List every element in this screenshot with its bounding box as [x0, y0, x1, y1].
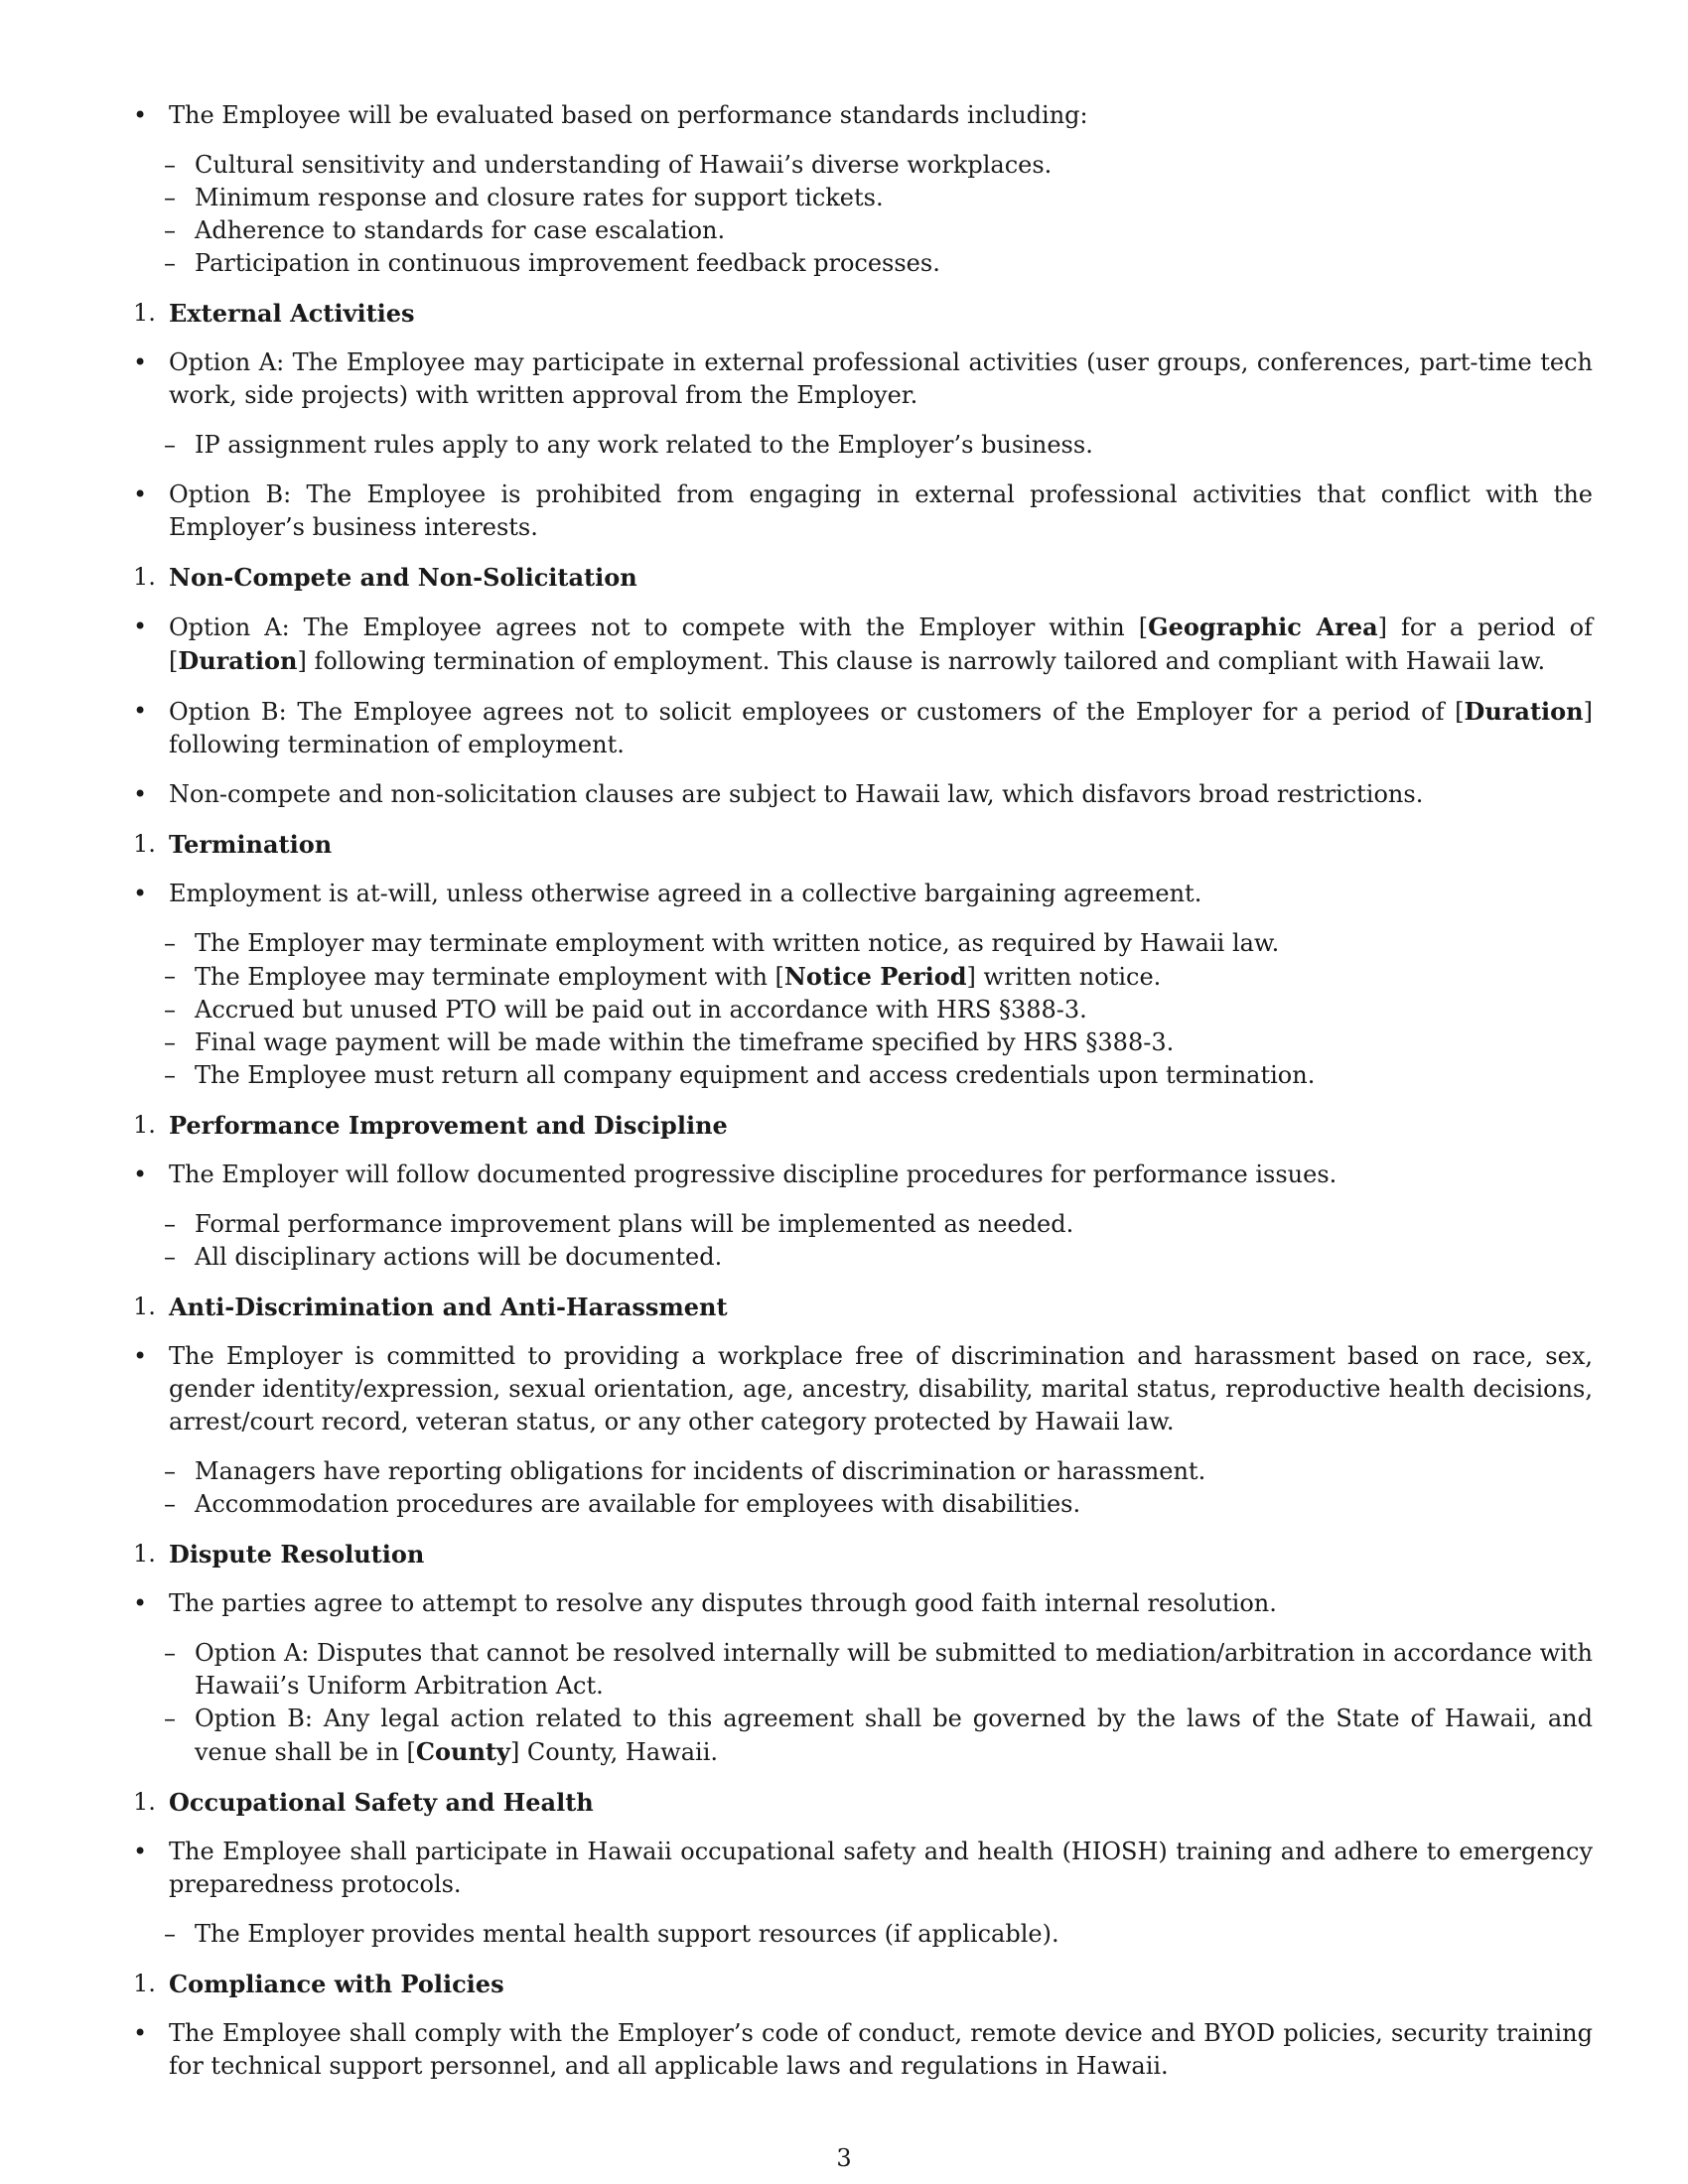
dash-mark: –: [164, 1920, 176, 1948]
sub-item: – Minimum response and closure rates for support tickets.: [133, 182, 1593, 214]
sublist-discipline: [133, 1208, 1593, 1274]
section-heading-safety: [133, 1786, 1593, 1819]
bullet-noncompete-option-b: • Option B: The Employee agrees not to solicit employees or customers of the Employer for a period of [Duration] following termination of employment.: [133, 697, 1593, 758]
sub-item: – The Employer provides mental health support resources (if applicable).: [133, 1918, 1593, 1951]
dash-mark: –: [164, 249, 176, 277]
sublist-termination: [133, 927, 1593, 1092]
sub-item: – IP assignment rules apply to any work related to the Employer’s business.: [133, 429, 1593, 462]
bullet-termination: • Employment is at-will, unless otherwise agreed in a collective bargaining agreement.: [133, 878, 1593, 910]
bullet-mark: •: [133, 1589, 148, 1617]
sub-item: – Participation in continuous improvement feedback processes.: [133, 247, 1593, 280]
placeholder-county: County: [415, 1737, 510, 1766]
sub-item: – The Employer may terminate employment with written notice, as required by Hawaii law.: [133, 927, 1593, 960]
section-title: Termination: [169, 830, 333, 859]
dash-mark: –: [164, 1490, 176, 1518]
dash-mark: –: [164, 996, 176, 1024]
page-number: 3: [836, 2144, 852, 2172]
section-heading-termination: [133, 828, 1593, 861]
bullet-mark: •: [133, 780, 148, 808]
bullet-mark: •: [133, 480, 148, 508]
section-number: 1.: [133, 1788, 156, 1816]
dash-mark: –: [164, 1639, 176, 1667]
section-number: 1.: [133, 299, 156, 327]
sublist-external: [133, 429, 1593, 462]
placeholder-notice-period: Notice Period: [783, 962, 967, 991]
section-title: Dispute Resolution: [169, 1540, 425, 1569]
section-heading-dispute-resolution: [133, 1538, 1593, 1570]
section-heading-external-activities: [133, 297, 1593, 330]
placeholder-geographic-area: Geographic Area: [1148, 613, 1378, 641]
bullet-external-option-b: • Option B: The Employee is prohibited from engaging in external professional activities that conflict with the Employer’s business interests.: [133, 480, 1593, 541]
dash-mark: –: [164, 184, 176, 211]
dash-mark: –: [164, 151, 176, 179]
bullet-text: The Employee will be evaluated based on performance standards including:: [169, 101, 1088, 129]
section-title: Compliance with Policies: [169, 1970, 504, 1998]
bullet-performance-standards: [133, 99, 1593, 132]
sub-item: – Formal performance improvement plans will be implemented as needed.: [133, 1208, 1593, 1241]
section-number: 1.: [133, 830, 156, 858]
section-title: Anti-Discrimination and Anti-Harassment: [169, 1293, 728, 1321]
sub-item: – Option A: Disputes that cannot be resolved internally will be submitted to mediation/arbitration in accordance with Hawaii’s Uniform Arbitration Act.: [164, 1639, 1593, 1700]
document-page: [133, 99, 1593, 2100]
dash-mark: –: [164, 1705, 176, 1732]
bullet-mark: •: [133, 880, 148, 907]
section-title: External Activities: [169, 299, 415, 328]
section-title: Performance Improvement and Discipline: [169, 1111, 728, 1140]
bullet-mark: •: [133, 1838, 148, 1865]
bullet-discipline: • The Employer will follow documented progressive discipline procedures for performance issues.: [133, 1159, 1593, 1191]
section-heading-anti-discrimination: [133, 1291, 1593, 1323]
placeholder-duration: Duration: [178, 646, 298, 675]
sub-item: – Accrued but unused PTO will be paid out in accordance with HRS §388-3.: [133, 994, 1593, 1026]
dash-mark: –: [164, 1210, 176, 1238]
bullet-mark: •: [133, 1160, 148, 1188]
sublist-safety: [133, 1918, 1593, 1951]
bullet-mark: •: [133, 348, 148, 376]
dash-mark: –: [164, 1457, 176, 1485]
section-title: Occupational Safety and Health: [169, 1788, 594, 1817]
bullet-anti-discrimination: • The Employer is committed to providing a workplace free of discrimination and harassment based on race, sex, gender identity/expression, sexual orientation, age, ancestry, disability, marital status, reproductive health decisions, arrest/court record, veteran status, or any other category protected by Hawaii law.: [133, 1342, 1593, 1435]
dash-mark: –: [164, 1243, 176, 1271]
sub-item: – Final wage payment will be made within the timeframe specified by HRS §388-3.: [133, 1026, 1593, 1059]
bullet-noncompete-note: • Non-compete and non-solicitation clauses are subject to Hawaii law, which disfavors broad restrictions.: [133, 778, 1593, 811]
bullet-safety: • The Employee shall participate in Hawaii occupational safety and health (HIOSH) training and adhere to emergency preparedness protocols.: [133, 1838, 1593, 1898]
sublist-dispute: [133, 1637, 1593, 1769]
section-title: Non-Compete and Non-Solicitation: [169, 563, 637, 592]
section-heading-performance-improvement: [133, 1109, 1593, 1142]
section-heading-non-compete: [133, 561, 1593, 594]
section-number: 1.: [133, 1970, 156, 1997]
sub-item: – The Employee may terminate employment with [Notice Period] written notice.: [164, 962, 1162, 991]
sub-item: – Accommodation procedures are available for employees with disabilities.: [133, 1488, 1593, 1521]
bullet-mark: •: [133, 1342, 148, 1370]
bullet-mark: •: [133, 613, 148, 640]
bullet-noncompete-option-a: • Option A: The Employee agrees not to compete with the Employer within [Geographic Area] for a period of [Duration] following termination of employment. This clause is narrowly tailored and compliant with Hawaii law.: [133, 613, 1593, 675]
sub-item: – The Employee must return all company equipment and access credentials upon termination.: [133, 1059, 1593, 1092]
sublist-anti-discrimination: [133, 1455, 1593, 1521]
bullet-mark: •: [133, 697, 148, 725]
bullet-external-option-a: • Option A: The Employee may participate in external professional activities (user groups, conferences, part-time tech work, side projects) with written approval from the Employer.: [133, 348, 1593, 409]
bullet-dispute: • The parties agree to attempt to resolve any disputes through good faith internal resolution.: [133, 1587, 1593, 1620]
section-number: 1.: [133, 1111, 156, 1139]
dash-mark: –: [164, 216, 176, 244]
sub-item: – Adherence to standards for case escalation.: [133, 214, 1593, 247]
section-number: 1.: [133, 1540, 156, 1568]
sub-item: – Managers have reporting obligations for incidents of discrimination or harassment.: [133, 1455, 1593, 1488]
sub-item: – Cultural sensitivity and understanding of Hawaii’s diverse workplaces.: [133, 149, 1593, 182]
bullet-mark: •: [133, 101, 148, 129]
sub-item: – All disciplinary actions will be documented.: [133, 1241, 1593, 1274]
dash-mark: –: [164, 1061, 176, 1089]
dash-mark: –: [164, 1028, 176, 1056]
sub-item: – Option B: Any legal action related to this agreement shall be governed by the laws of the State of Hawaii, and venue shall be in [County] County, Hawaii.: [164, 1705, 1593, 1766]
sublist-performance: [133, 149, 1593, 280]
placeholder-duration: Duration: [1464, 697, 1584, 726]
section-number: 1.: [133, 1293, 156, 1320]
dash-mark: –: [164, 962, 176, 990]
bullet-mark: •: [133, 2019, 148, 2047]
section-number: 1.: [133, 563, 156, 591]
bullet-compliance: • The Employee shall comply with the Employer’s code of conduct, remote device and BYOD policies, security training for technical support personnel, and all applicable laws and regulations in Hawaii.: [133, 2019, 1593, 2080]
dash-mark: –: [164, 431, 176, 459]
dash-mark: –: [164, 929, 176, 957]
section-heading-compliance: [133, 1968, 1593, 2000]
